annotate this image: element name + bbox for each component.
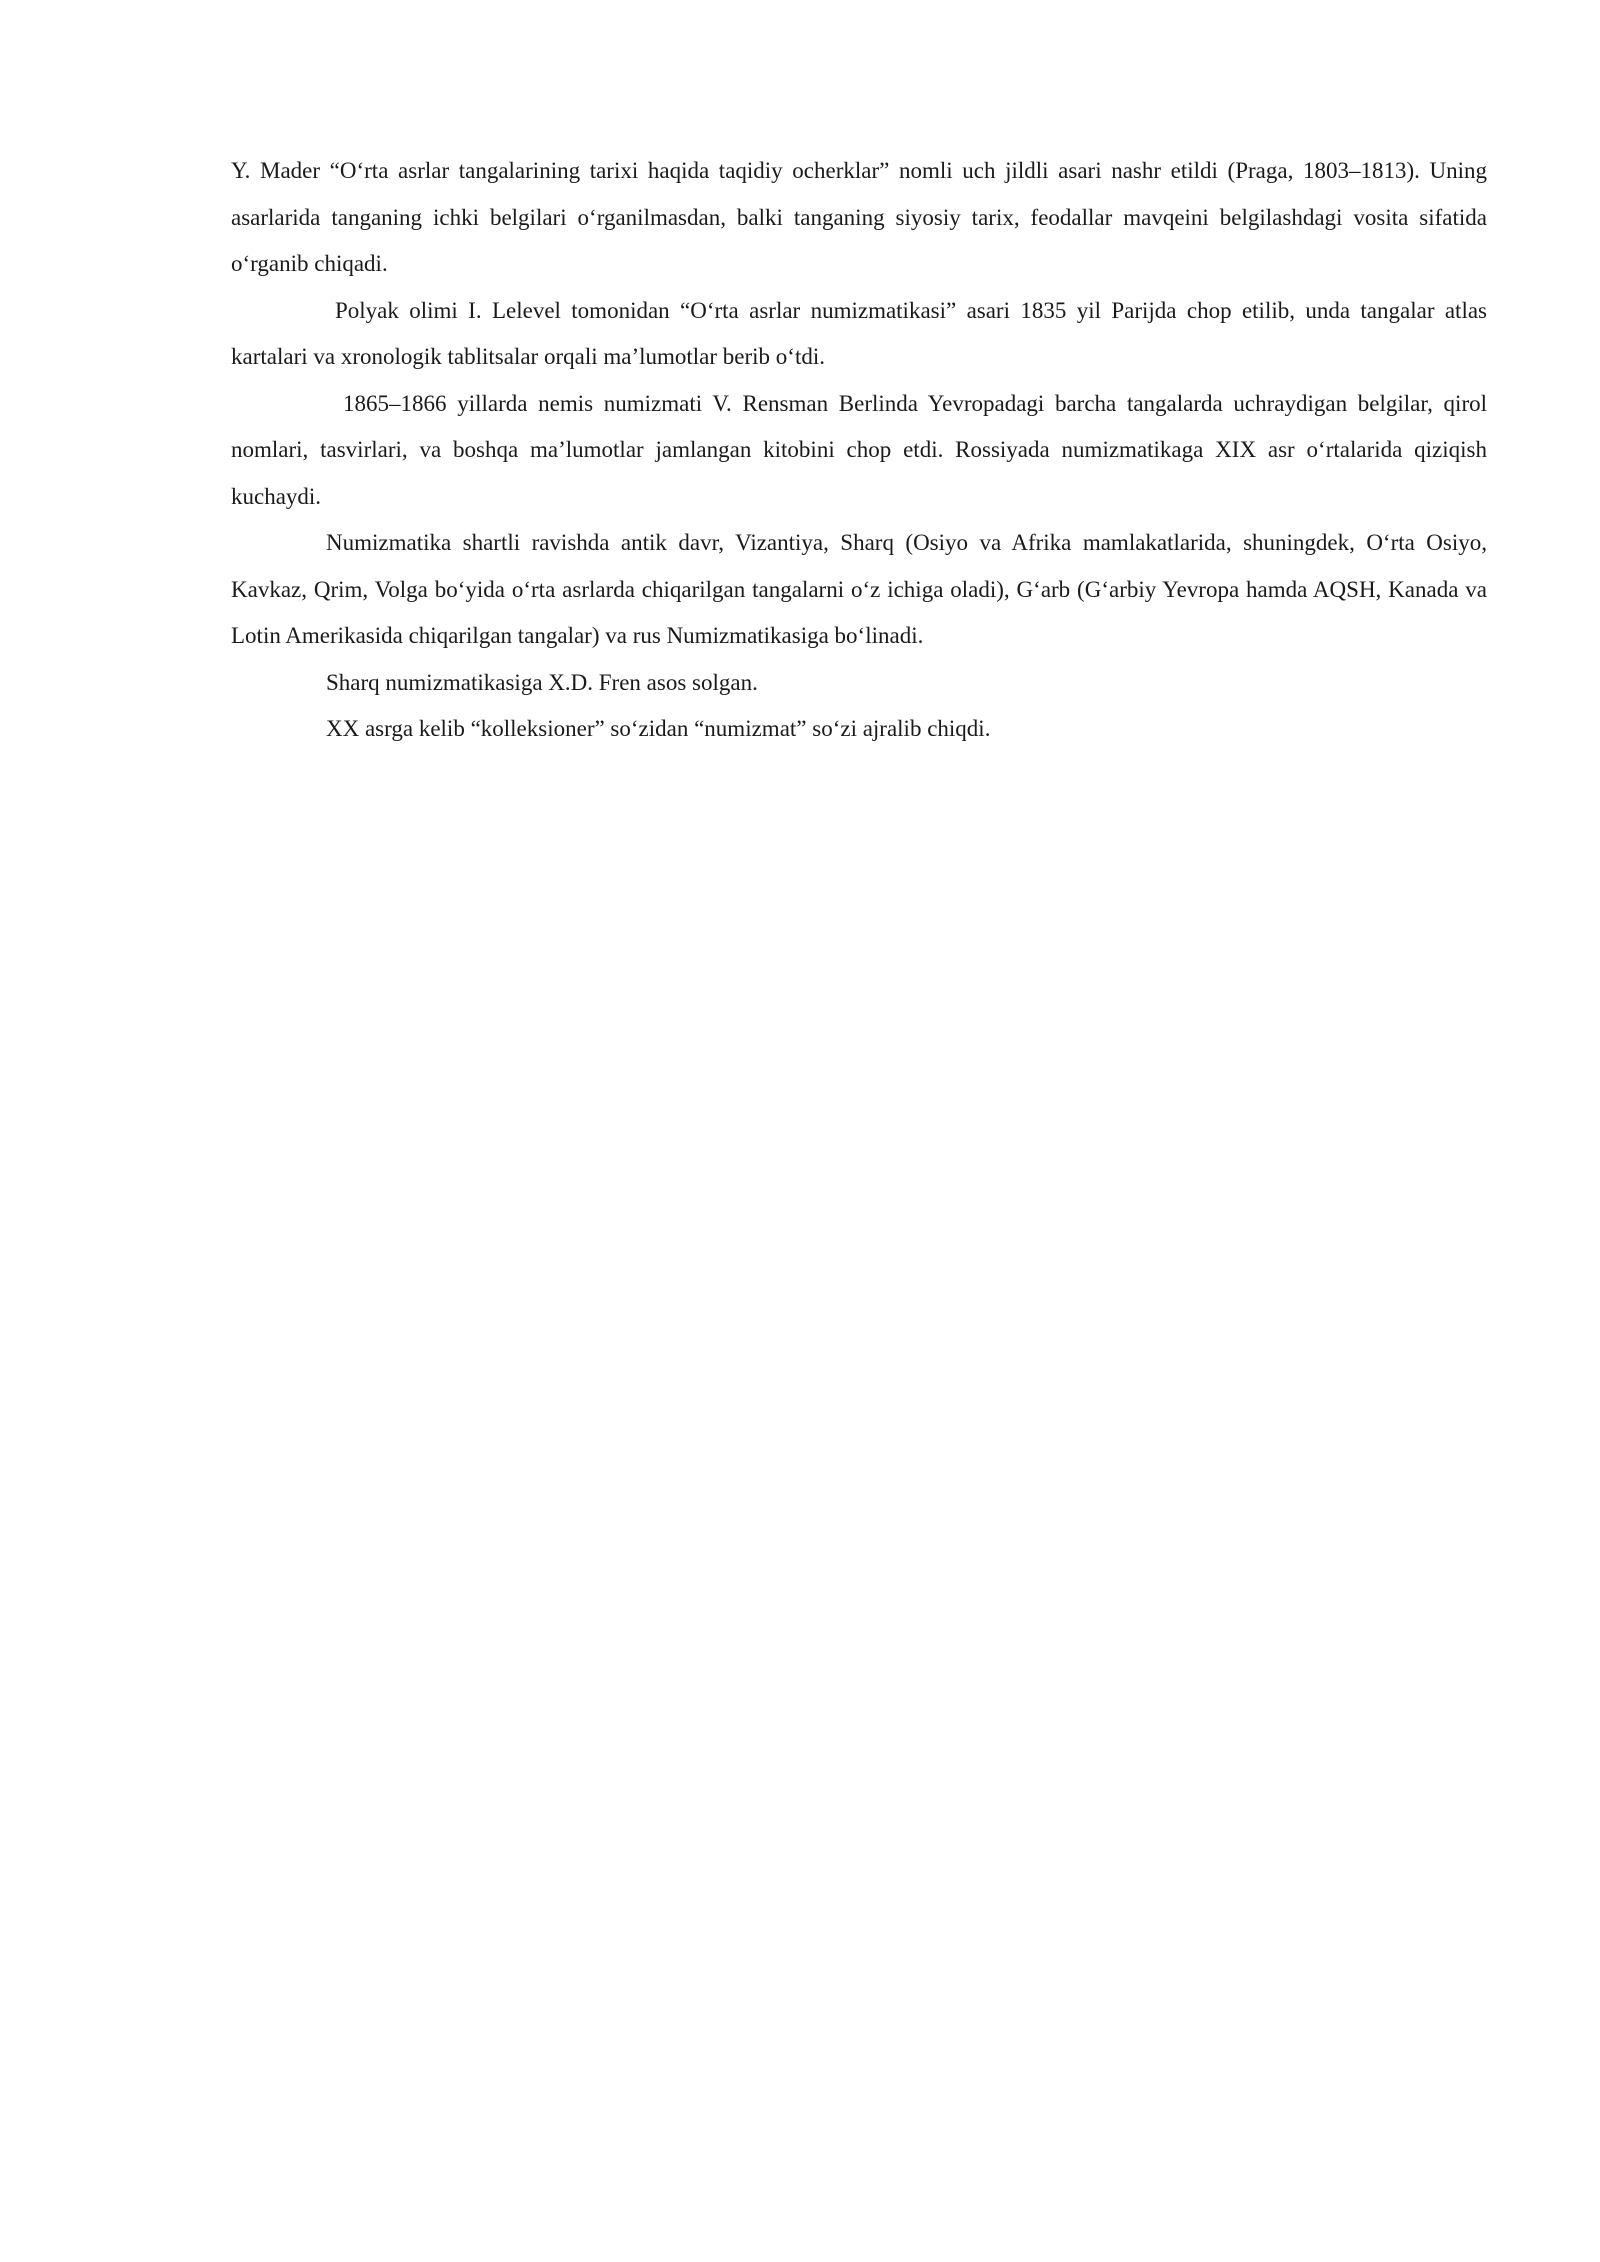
paragraph-kolleksioner: XX asrga kelib “kolleksioner” so‘zidan “numizmat” so‘zi ajralib chiqdi. [326,716,991,741]
document-body [231,148,1487,753]
paragraph-rensman: 1865–1866 yillarda nemis numizmati V. Rensman Berlinda Yevropadagi barcha tangalarda uchraydigan belgilar, qirol nomlari, tasvirlari, va boshqa ma’lumotlar jamlangan kitobini chop etdi. Rossiyada numizmatikaga XIX asr o‘rtalarida qiziqish kuchaydi. [231,390,1487,509]
paragraph-lelevel: Polyak olimi I. Lelevel tomonidan “O‘rta asrlar numizmatikasi” asari 1835 yil Parijda chop etilib, unda tangalar atlas kartalari va xronologik tablitsalar orqali ma’lumotlar berib o‘tdi. [231,297,1487,369]
paragraph-fren: Sharq numizmatikasiga X.D. Fren asos solgan. [326,669,758,695]
paragraph-mader: Y. Mader “O‘rta asrlar tangalarining tarixi haqida taqidiy ocherklar” nomli uch jildli asari nashr etildi (Praga, 1803–1813). Uning asarlarida tanganing ichki belgilari o‘rganilmasdan, balki tanganing siyosiy tarix, feodallar mavqeini belgilashdagi vosita sifatida o‘rganib chiqadi. [231,158,1487,276]
paragraph-numizmatika-classification: Numizmatika shartli ravishda antik davr, Vizantiya, Sharq (Osiyo va Afrika mamlakatlarida, shuningdek, O‘rta Osiyo, Kavkaz, Qrim, Volga bo‘yida o‘rta asrlarda chiqarilgan tangalarni o‘z ichiga oladi), G‘arb (G‘arbiy Yevropa hamda AQSH, Kanada va Lotin Amerikasida chiqarilgan tangalar) va rus Numizmatikasiga bo‘linadi. [231,530,1487,648]
